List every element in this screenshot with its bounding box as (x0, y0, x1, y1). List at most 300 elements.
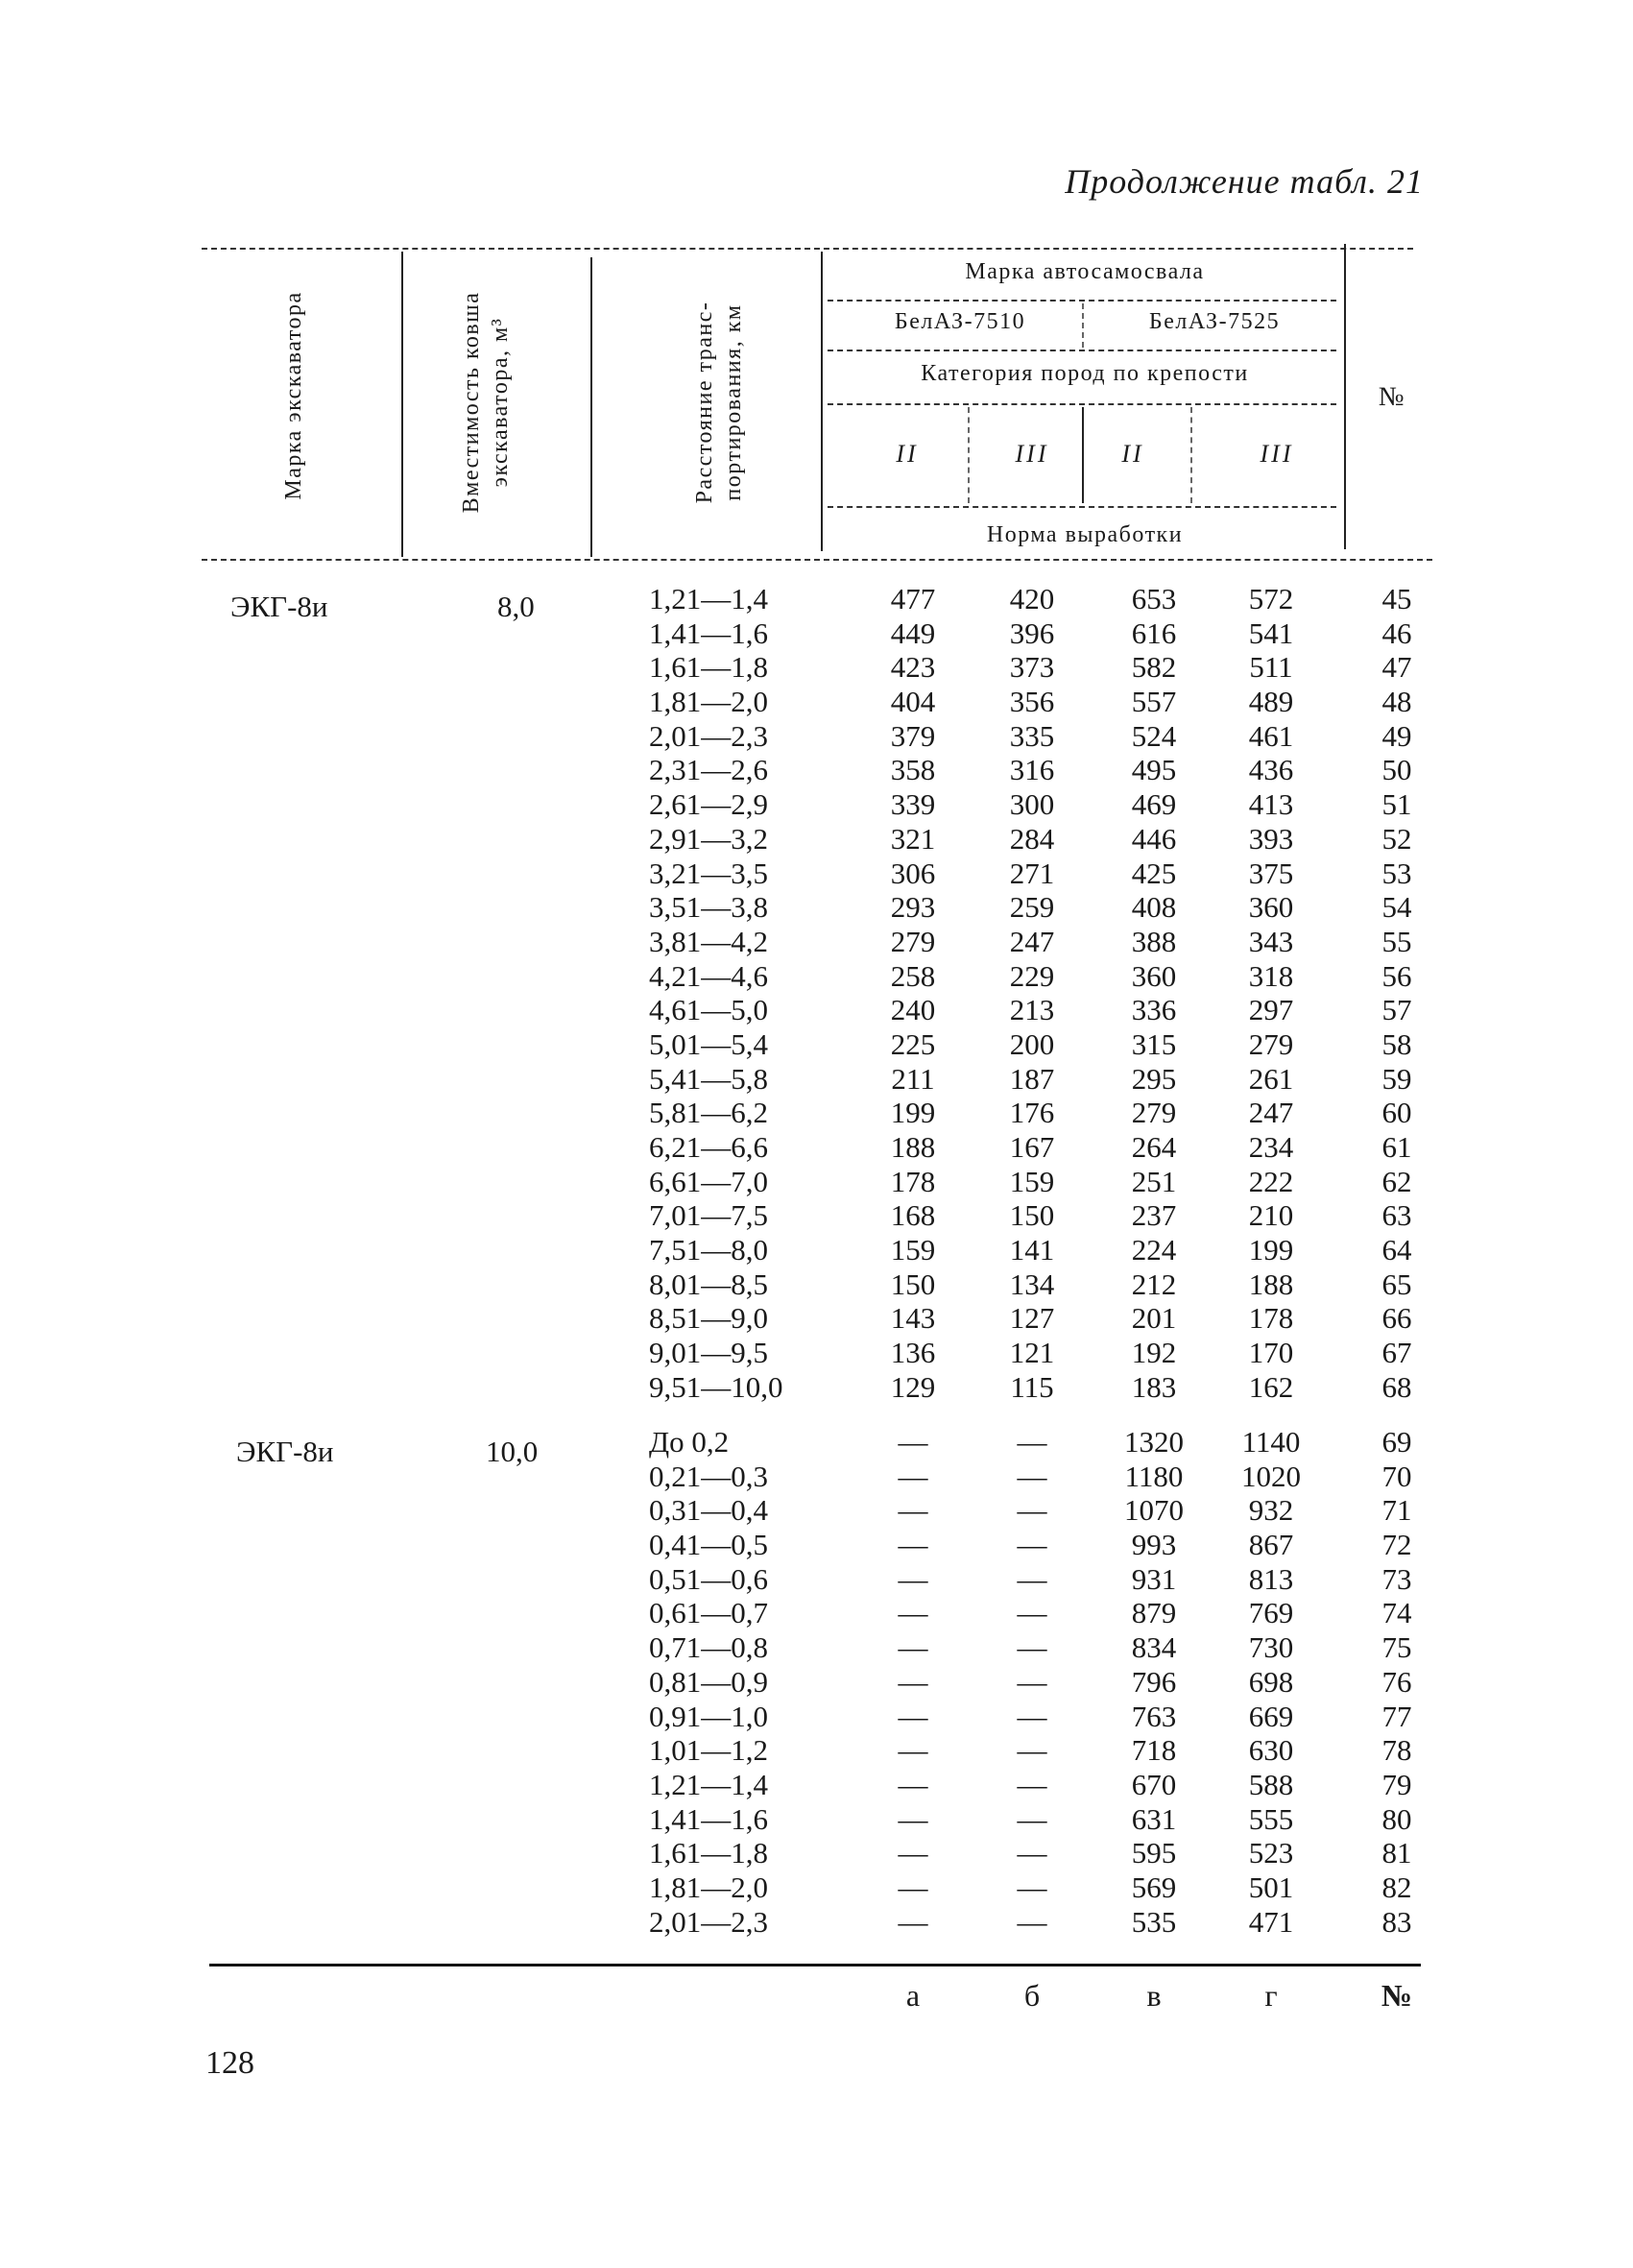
table-row (0, 1460, 1633, 1494)
value-v: 264 (1131, 1130, 1177, 1164)
row-number: 81 (1381, 1836, 1412, 1870)
header-truck1: БелАЗ-7510 (894, 309, 1026, 334)
table-row (0, 1062, 1633, 1097)
value-g: 769 (1248, 1596, 1294, 1630)
value-v: 469 (1131, 787, 1177, 822)
block-2-rows (0, 1425, 1633, 1939)
value-g: 588 (1248, 1767, 1294, 1801)
row-number: 47 (1381, 650, 1412, 685)
distance: 8,01—8,5 (649, 1267, 768, 1301)
value-a: — (898, 1870, 928, 1904)
row-number: 62 (1381, 1164, 1412, 1198)
value-a: — (898, 1528, 928, 1562)
table-row (0, 650, 1633, 685)
value-g: 572 (1248, 582, 1294, 615)
vrule-cat-1 (968, 407, 970, 503)
distance: 0,41—0,5 (649, 1528, 768, 1562)
value-b: 247 (1009, 924, 1055, 958)
distance: 0,51—0,6 (649, 1561, 768, 1596)
value-g: 210 (1248, 1198, 1294, 1233)
value-v: 653 (1131, 582, 1177, 615)
row-number: 77 (1381, 1699, 1412, 1733)
row-number: 53 (1381, 856, 1412, 890)
value-a: — (898, 1904, 928, 1939)
value-v: 993 (1131, 1528, 1177, 1562)
value-v: 212 (1131, 1267, 1177, 1301)
distance: 7,01—7,5 (649, 1198, 768, 1233)
distance: 2,01—2,3 (649, 1904, 768, 1939)
header-top-rule (202, 248, 1413, 250)
value-b: 271 (1009, 856, 1055, 890)
value-v: 1070 (1124, 1493, 1184, 1528)
value-g: 222 (1248, 1164, 1294, 1198)
value-v: 879 (1131, 1596, 1177, 1630)
value-v: 336 (1131, 993, 1177, 1027)
value-v: 1180 (1124, 1459, 1184, 1493)
value-v: 425 (1131, 856, 1177, 890)
footer-v: в (1146, 1978, 1162, 2013)
row-number: 49 (1381, 718, 1412, 753)
value-b: 127 (1009, 1301, 1055, 1336)
distance: 5,01—5,4 (649, 1026, 768, 1061)
value-g: 730 (1248, 1630, 1294, 1665)
value-a: 240 (890, 993, 936, 1027)
table-row (0, 1425, 1633, 1460)
value-g: 813 (1248, 1561, 1294, 1596)
value-v: 718 (1131, 1733, 1177, 1768)
value-a: 423 (890, 650, 936, 685)
row-number: 75 (1381, 1630, 1412, 1665)
table-row (0, 1768, 1633, 1802)
distance: 3,81—4,2 (649, 924, 768, 958)
value-g: 932 (1248, 1493, 1294, 1528)
value-a: 306 (890, 856, 936, 890)
table-row (0, 1836, 1633, 1870)
value-g: 669 (1248, 1699, 1294, 1733)
row-number: 72 (1381, 1528, 1412, 1562)
distance: 2,91—3,2 (649, 821, 768, 856)
vrule-3 (821, 252, 823, 551)
value-g: 511 (1249, 650, 1293, 685)
value-a: 258 (890, 958, 936, 993)
row-number: 79 (1381, 1767, 1412, 1801)
row-number: 71 (1381, 1493, 1412, 1528)
value-g: 501 (1248, 1870, 1294, 1904)
value-a: — (898, 1596, 928, 1630)
value-g: 555 (1248, 1801, 1294, 1836)
header-capacity: Вместимость ковша экскаватора, м³ (459, 291, 513, 514)
table-row (0, 1336, 1633, 1370)
value-g: 297 (1248, 993, 1294, 1027)
value-b: 115 (1010, 1369, 1054, 1404)
value-g: 630 (1248, 1733, 1294, 1768)
distance: 9,51—10,0 (649, 1369, 783, 1404)
table-row (0, 719, 1633, 754)
value-a: 188 (890, 1130, 936, 1164)
table-row (0, 582, 1633, 616)
value-b: 356 (1009, 685, 1055, 719)
table-row (0, 857, 1633, 891)
vrule-cat-2 (1082, 407, 1084, 503)
distance: 3,21—3,5 (649, 856, 768, 890)
header-cat-1: II (896, 440, 919, 468)
value-a: — (898, 1425, 928, 1459)
header-rule-category (828, 403, 1336, 405)
row-number: 61 (1381, 1130, 1412, 1164)
table-row (0, 1370, 1633, 1405)
value-g: 188 (1248, 1267, 1294, 1301)
distance: 2,61—2,9 (649, 787, 768, 822)
distance: 4,61—5,0 (649, 993, 768, 1027)
distance: 5,41—5,8 (649, 1061, 768, 1096)
footer-num: № (1381, 1978, 1413, 2013)
row-number: 55 (1381, 924, 1412, 958)
value-b: — (1017, 1425, 1047, 1459)
distance: 9,01—9,5 (649, 1336, 768, 1370)
distance: 0,21—0,3 (649, 1459, 768, 1493)
table-row (0, 1596, 1633, 1630)
value-b: 284 (1009, 821, 1055, 856)
value-g: 393 (1248, 821, 1294, 856)
value-v: 224 (1131, 1233, 1177, 1267)
header-bottom-rule (202, 559, 1432, 561)
value-v: 582 (1131, 650, 1177, 685)
table-row (0, 1802, 1633, 1837)
header-rule-norm (828, 506, 1336, 508)
row-number: 52 (1381, 821, 1412, 856)
distance: 1,81—2,0 (649, 1870, 768, 1904)
value-b: 259 (1009, 890, 1055, 925)
header-truck-brand: Марка автосамосвала (965, 259, 1205, 284)
header-cat-3: II (1121, 440, 1144, 468)
distance: 0,91—1,0 (649, 1699, 768, 1733)
vrule-cat-3 (1190, 407, 1192, 503)
header-excavator: Марка экскаватора (281, 291, 306, 500)
table-row (0, 925, 1633, 959)
value-a: 136 (890, 1336, 936, 1370)
value-b: 176 (1009, 1096, 1055, 1130)
row-number: 59 (1381, 1061, 1412, 1096)
value-a: 321 (890, 821, 936, 856)
row-number: 78 (1381, 1733, 1412, 1768)
value-b: 150 (1009, 1198, 1055, 1233)
value-v: 388 (1131, 924, 1177, 958)
row-number: 57 (1381, 993, 1412, 1027)
row-number: 56 (1381, 958, 1412, 993)
table-caption: Продолжение табл. 21 (1065, 162, 1424, 201)
row-number: 51 (1381, 787, 1412, 822)
distance: 6,61—7,0 (649, 1164, 768, 1198)
value-a: 339 (890, 787, 936, 822)
value-a: — (898, 1699, 928, 1733)
row-number: 80 (1381, 1801, 1412, 1836)
block-2-capacity: 10,0 (486, 1435, 539, 1468)
distance: 0,81—0,9 (649, 1664, 768, 1699)
value-g: 375 (1248, 856, 1294, 890)
distance: 5,81—6,2 (649, 1096, 768, 1130)
block-2-excavator: ЭКГ-8и (236, 1435, 334, 1468)
header-num: № (1378, 382, 1406, 412)
value-b: 213 (1009, 993, 1055, 1027)
table-row (0, 1562, 1633, 1597)
value-v: 295 (1131, 1061, 1177, 1096)
distance: До 0,2 (649, 1425, 730, 1459)
value-v: 495 (1131, 753, 1177, 787)
distance: 0,71—0,8 (649, 1630, 768, 1665)
value-g: 178 (1248, 1301, 1294, 1336)
value-a: — (898, 1493, 928, 1528)
row-number: 67 (1381, 1336, 1412, 1370)
row-number: 74 (1381, 1596, 1412, 1630)
value-g: 318 (1248, 958, 1294, 993)
value-b: — (1017, 1904, 1047, 1939)
value-a: 477 (890, 582, 936, 615)
value-a: 129 (890, 1369, 936, 1404)
vrule-models (1082, 303, 1084, 348)
value-a: 404 (890, 685, 936, 719)
value-g: 413 (1248, 787, 1294, 822)
row-number: 73 (1381, 1561, 1412, 1596)
value-b: — (1017, 1664, 1047, 1699)
page-number: 128 (205, 2045, 254, 2081)
value-a: 358 (890, 753, 936, 787)
row-number: 50 (1381, 753, 1412, 787)
value-v: 183 (1131, 1369, 1177, 1404)
distance: 0,61—0,7 (649, 1596, 768, 1630)
value-a: 211 (891, 1061, 935, 1096)
footer-b: б (1023, 1978, 1041, 2013)
block-1-capacity: 8,0 (497, 590, 535, 623)
row-number: 65 (1381, 1267, 1412, 1301)
table-row (0, 890, 1633, 925)
value-a: 168 (890, 1198, 936, 1233)
value-b: 141 (1009, 1233, 1055, 1267)
value-a: 178 (890, 1164, 936, 1198)
row-number: 69 (1381, 1425, 1412, 1459)
value-b: — (1017, 1767, 1047, 1801)
row-number: 66 (1381, 1301, 1412, 1336)
value-v: 237 (1131, 1198, 1177, 1233)
value-a: — (898, 1767, 928, 1801)
distance: 1,81—2,0 (649, 685, 768, 719)
value-a: — (898, 1630, 928, 1665)
value-g: 360 (1248, 890, 1294, 925)
value-g: 541 (1248, 615, 1294, 650)
block-1-rows (0, 582, 1633, 1405)
value-g: 698 (1248, 1664, 1294, 1699)
row-number: 60 (1381, 1096, 1412, 1130)
value-g: 343 (1248, 924, 1294, 958)
table-row (0, 1027, 1633, 1062)
value-a: 199 (890, 1096, 936, 1130)
value-b: — (1017, 1630, 1047, 1665)
header-distance: Расстояние транс-портирования, км (692, 301, 746, 504)
value-a: — (898, 1664, 928, 1699)
value-b: 316 (1009, 753, 1055, 787)
value-v: 535 (1131, 1904, 1177, 1939)
value-g: 199 (1248, 1233, 1294, 1267)
value-b: 200 (1009, 1026, 1055, 1061)
row-number: 82 (1381, 1870, 1412, 1904)
table-row (0, 1165, 1633, 1199)
value-v: 192 (1131, 1336, 1177, 1370)
value-b: 121 (1009, 1336, 1055, 1370)
value-a: 225 (890, 1026, 936, 1061)
table-row (0, 959, 1633, 994)
value-b: — (1017, 1561, 1047, 1596)
value-b: 420 (1009, 582, 1055, 615)
table-row (0, 1700, 1633, 1734)
row-number: 58 (1381, 1026, 1412, 1061)
table-row (0, 1870, 1633, 1905)
value-g: 471 (1248, 1904, 1294, 1939)
value-v: 524 (1131, 718, 1177, 753)
value-v: 557 (1131, 685, 1177, 719)
value-g: 234 (1248, 1130, 1294, 1164)
table-row (0, 1733, 1633, 1768)
value-b: — (1017, 1699, 1047, 1733)
value-v: 408 (1131, 890, 1177, 925)
table-row (0, 1301, 1633, 1336)
value-g: 1020 (1241, 1459, 1301, 1493)
table-row (0, 685, 1633, 719)
header-cat-4: III (1260, 440, 1294, 468)
distance: 2,31—2,6 (649, 753, 768, 787)
distance: 0,31—0,4 (649, 1493, 768, 1528)
table-row (0, 993, 1633, 1027)
value-a: 143 (890, 1301, 936, 1336)
value-a: 379 (890, 718, 936, 753)
value-a: 449 (890, 615, 936, 650)
value-b: 187 (1009, 1061, 1055, 1096)
distance: 1,41—1,6 (649, 1801, 768, 1836)
distance: 1,01—1,2 (649, 1733, 768, 1768)
table-row (0, 822, 1633, 857)
header-rule-models (828, 350, 1336, 351)
value-v: 931 (1131, 1561, 1177, 1596)
table-row (0, 1493, 1633, 1528)
row-number: 68 (1381, 1369, 1412, 1404)
table-row (0, 1665, 1633, 1700)
value-g: 461 (1248, 718, 1294, 753)
table-row (0, 1630, 1633, 1665)
table-row (0, 616, 1633, 651)
value-a: — (898, 1561, 928, 1596)
value-b: 229 (1009, 958, 1055, 993)
row-number: 64 (1381, 1233, 1412, 1267)
value-b: — (1017, 1870, 1047, 1904)
value-g: 261 (1248, 1061, 1294, 1096)
distance: 2,01—2,3 (649, 718, 768, 753)
distance: 1,61—1,8 (649, 1836, 768, 1870)
value-a: 279 (890, 924, 936, 958)
value-a: 159 (890, 1233, 936, 1267)
row-number: 48 (1381, 685, 1412, 719)
header-rock-category: Категория пород по крепости (921, 361, 1249, 386)
value-g: 436 (1248, 753, 1294, 787)
value-v: 631 (1131, 1801, 1177, 1836)
value-b: 335 (1009, 718, 1055, 753)
table-row (0, 1198, 1633, 1233)
value-v: 360 (1131, 958, 1177, 993)
table-row (0, 1096, 1633, 1130)
value-v: 251 (1131, 1164, 1177, 1198)
value-b: 396 (1009, 615, 1055, 650)
value-b: — (1017, 1528, 1047, 1562)
value-v: 834 (1131, 1630, 1177, 1665)
table-row (0, 1528, 1633, 1562)
value-a: — (898, 1733, 928, 1768)
value-v: 763 (1131, 1699, 1177, 1733)
distance: 4,21—4,6 (649, 958, 768, 993)
table-row (0, 753, 1633, 787)
value-v: 1320 (1124, 1425, 1184, 1459)
value-b: — (1017, 1733, 1047, 1768)
table-row (0, 1130, 1633, 1165)
table-row (0, 787, 1633, 822)
footer-a: а (905, 1978, 921, 2013)
distance: 1,61—1,8 (649, 650, 768, 685)
row-number: 54 (1381, 890, 1412, 925)
value-b: — (1017, 1459, 1047, 1493)
value-a: 293 (890, 890, 936, 925)
value-a: 150 (890, 1267, 936, 1301)
table-row (0, 1905, 1633, 1940)
value-b: 167 (1009, 1130, 1055, 1164)
value-a: — (898, 1836, 928, 1870)
value-v: 796 (1131, 1664, 1177, 1699)
distance: 8,51—9,0 (649, 1301, 768, 1336)
distance: 1,21—1,4 (649, 582, 768, 615)
row-number: 45 (1381, 582, 1412, 615)
value-v: 201 (1131, 1301, 1177, 1336)
value-g: 1140 (1241, 1425, 1301, 1459)
value-b: — (1017, 1596, 1047, 1630)
header-norm: Норма выработки (986, 522, 1184, 547)
block-1-excavator: ЭКГ-8и (230, 590, 328, 623)
distance: 1,41—1,6 (649, 615, 768, 650)
value-v: 279 (1131, 1096, 1177, 1130)
table-row (0, 1267, 1633, 1302)
value-g: 247 (1248, 1096, 1294, 1130)
distance: 1,21—1,4 (649, 1767, 768, 1801)
row-number: 83 (1381, 1904, 1412, 1939)
row-number: 70 (1381, 1459, 1412, 1493)
value-v: 595 (1131, 1836, 1177, 1870)
row-number: 63 (1381, 1198, 1412, 1233)
distance: 3,51—3,8 (649, 890, 768, 925)
value-g: 170 (1248, 1336, 1294, 1370)
value-b: 159 (1009, 1164, 1055, 1198)
value-a: — (898, 1801, 928, 1836)
value-v: 569 (1131, 1870, 1177, 1904)
value-b: 300 (1009, 787, 1055, 822)
value-v: 446 (1131, 821, 1177, 856)
distance: 6,21—6,6 (649, 1130, 768, 1164)
row-number: 46 (1381, 615, 1412, 650)
value-b: 134 (1009, 1267, 1055, 1301)
value-g: 867 (1248, 1528, 1294, 1562)
footer-g: г (1264, 1978, 1278, 2013)
value-g: 489 (1248, 685, 1294, 719)
value-v: 315 (1131, 1026, 1177, 1061)
table-row (0, 1233, 1633, 1267)
value-b: — (1017, 1801, 1047, 1836)
value-v: 670 (1131, 1767, 1177, 1801)
vrule-4 (1344, 244, 1346, 549)
vrule-1 (401, 252, 403, 557)
value-v: 616 (1131, 615, 1177, 650)
